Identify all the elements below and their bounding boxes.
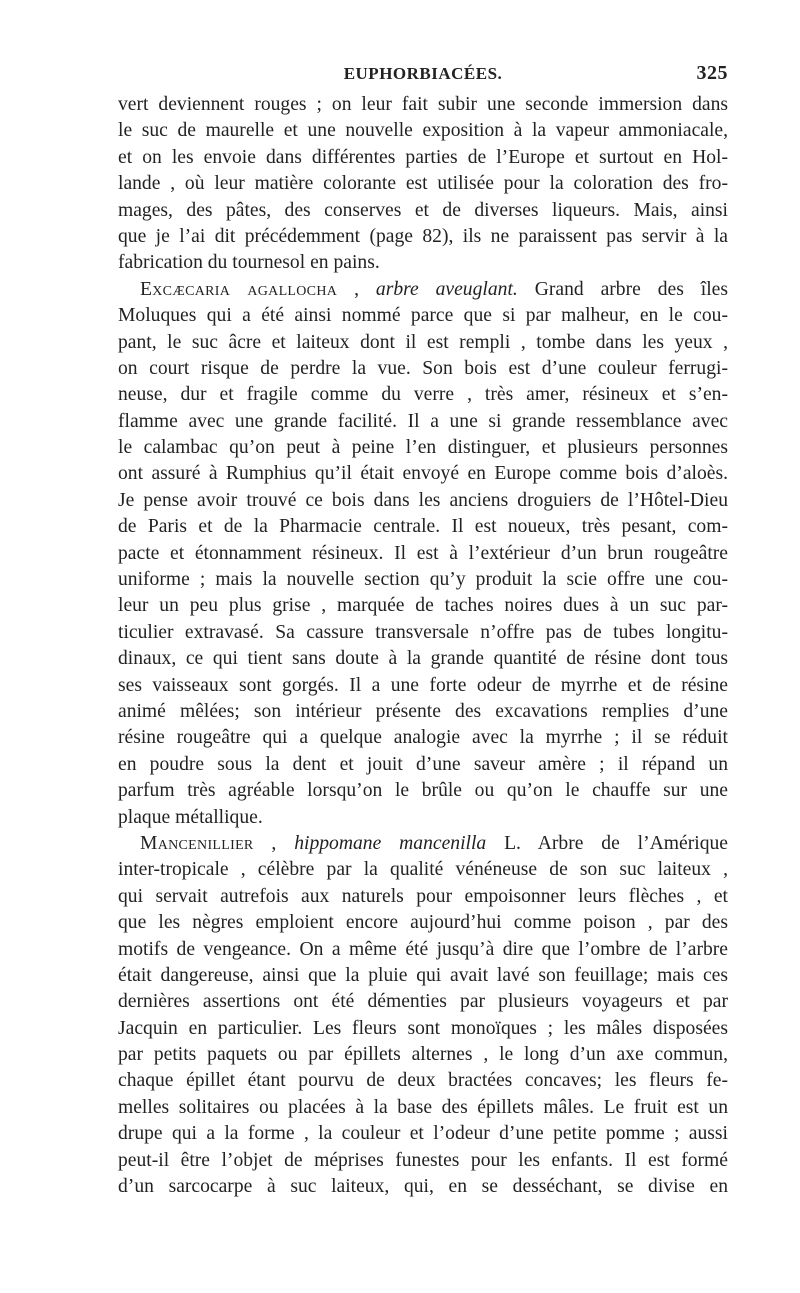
text-fragment: Grand arbre des îles — [517, 278, 728, 300]
text-line: et on les envoie dans différentes parties de l’Europe et surtout en Hol- — [118, 146, 728, 168]
entry-mancenillier — [118, 831, 728, 1200]
entry-name: Mancenillier — [140, 832, 254, 854]
text-line: neuse, dur et fragile comme du verre , très amer, résineux et s’en- — [118, 384, 728, 406]
text-line: ticulier extravasé. Sa cassure transversale n’offre pas de tubes longitu- — [118, 621, 728, 643]
text-line: le suc de maurelle et une nouvelle exposition à la vapeur ammoniacale, — [118, 120, 728, 142]
text-line: Jacquin en particulier. Les fleurs sont monoïques ; les mâles disposées — [118, 1017, 728, 1039]
text-line: dernières assertions ont été démenties par plusieurs voyageurs et par — [118, 991, 728, 1013]
text-line: Moluques qui a été ainsi nommé parce que si par malheur, en le cou- — [118, 305, 728, 327]
entry-first-line — [118, 277, 728, 303]
entry-name: Excæcaria agallocha — [140, 278, 338, 300]
text-line: résine rougeâtre qui a quelque analogie avec la myrrhe ; il se réduit — [118, 727, 728, 749]
text-line: était dangereuse, ainsi que la pluie qui avait lavé son feuillage; mais ces — [118, 964, 728, 986]
separator: , — [253, 832, 295, 854]
text-line: inter-tropicale , célèbre par la qualité vénéneuse de son suc laiteux , — [118, 859, 728, 881]
text-line: melles solitaires ou placées à la base des épillets mâles. Le fruit est un — [118, 1096, 728, 1118]
text-line: uniforme ; mais la nouvelle section qu’y produit la scie offre une cou- — [118, 569, 728, 591]
entry-first-line — [118, 831, 728, 857]
text-line: ont assuré à Rumphius qu’il était envoyé en Europe comme bois d’aloès. — [118, 463, 728, 485]
entry-excaecaria — [118, 277, 728, 831]
text-line: pacte et étonnamment résineux. Il est à l’extérieur d’un brun rougeâtre — [118, 542, 728, 564]
text-line: mages, des pâtes, des conserves et de diverses liqueurs. Mais, ainsi — [118, 199, 728, 221]
book-page — [118, 62, 728, 1200]
text-line: d’un sarcocarpe à suc laiteux, qui, en se desséchant, se divise en — [118, 1176, 728, 1198]
text-fragment: L. Arbre de l’Amérique — [486, 832, 728, 854]
text-line: de Paris et de la Pharmacie centrale. Il est noueux, très pesant, com- — [118, 516, 728, 538]
text-line: fabrication du tournesol en pains. — [118, 252, 380, 274]
paragraph-continuation — [118, 92, 728, 277]
text-line: parfum très agréable lorsqu’on le brûle ou qu’on le chauffe sur une — [118, 780, 728, 802]
page-number: 325 — [696, 62, 728, 84]
text-line: on court risque de perdre la vue. Son bois est d’une couleur ferrugi- — [118, 357, 728, 379]
page-header — [118, 62, 728, 92]
text-line: motifs de vengeance. On a même été jusqu’à dire que l’ombre de l’arbre — [118, 938, 728, 960]
text-line: lande , où leur matière colorante est utilisée pour la coloration des fro- — [118, 173, 728, 195]
body-text — [118, 92, 728, 1200]
text-line: qui servait autrefois aux naturels pour empoisonner leurs flèches , et — [118, 885, 728, 907]
latin-name: hippomane mancenilla — [294, 832, 487, 854]
text-line: peut-il être l’objet de méprises funestes pour les enfants. Il est formé — [118, 1149, 728, 1171]
text-line: drupe qui a la forme , la couleur et l’odeur d’une petite pomme ; aussi — [118, 1123, 728, 1145]
separator: , — [337, 278, 376, 300]
text-line: le calambac qu’on peut à peine l’en distinguer, et plusieurs personnes — [118, 437, 728, 459]
text-line: ses vaisseaux sont gorgés. Il a une forte odeur de myrrhe et de résine — [118, 674, 728, 696]
text-line: que je l’ai dit précédemment (page 82), ils ne paraissent pas servir à la — [118, 225, 728, 247]
text-line: chaque épillet étant pourvu de deux bractées concaves; les fleurs fe- — [118, 1070, 728, 1092]
text-line: animé mêlées; son intérieur présente des excavations remplies d’une — [118, 700, 728, 722]
text-line: pant, le suc âcre et laiteux dont il est rempli , tombe dans les yeux , — [118, 331, 728, 353]
text-line: flamme avec une grande facilité. Il a une si grande ressemblance avec — [118, 410, 728, 432]
text-line: Je pense avoir trouvé ce bois dans les anciens droguiers de l’Hôtel-Dieu — [118, 489, 728, 511]
text-line: en poudre sous la dent et jouit d’une saveur amère ; il répand un — [118, 753, 728, 775]
text-line: dinaux, ce qui tient sans doute à la grande quantité de résine dont tous — [118, 648, 728, 670]
common-name: arbre aveuglant. — [375, 278, 518, 300]
text-line: leur un peu plus grise , marquée de taches noires dues à un suc par- — [118, 595, 728, 617]
text-line: plaque métallique. — [118, 806, 263, 828]
text-line: vert deviennent rouges ; on leur fait subir une seconde immersion dans — [118, 94, 728, 115]
text-line: que les nègres emploient encore aujourd’hui comme poison , par des — [118, 912, 728, 934]
text-line: par petits paquets ou par épillets alternes , le long d’un axe commun, — [118, 1044, 728, 1066]
running-head: EUPHORBIACÉES. — [343, 64, 503, 83]
